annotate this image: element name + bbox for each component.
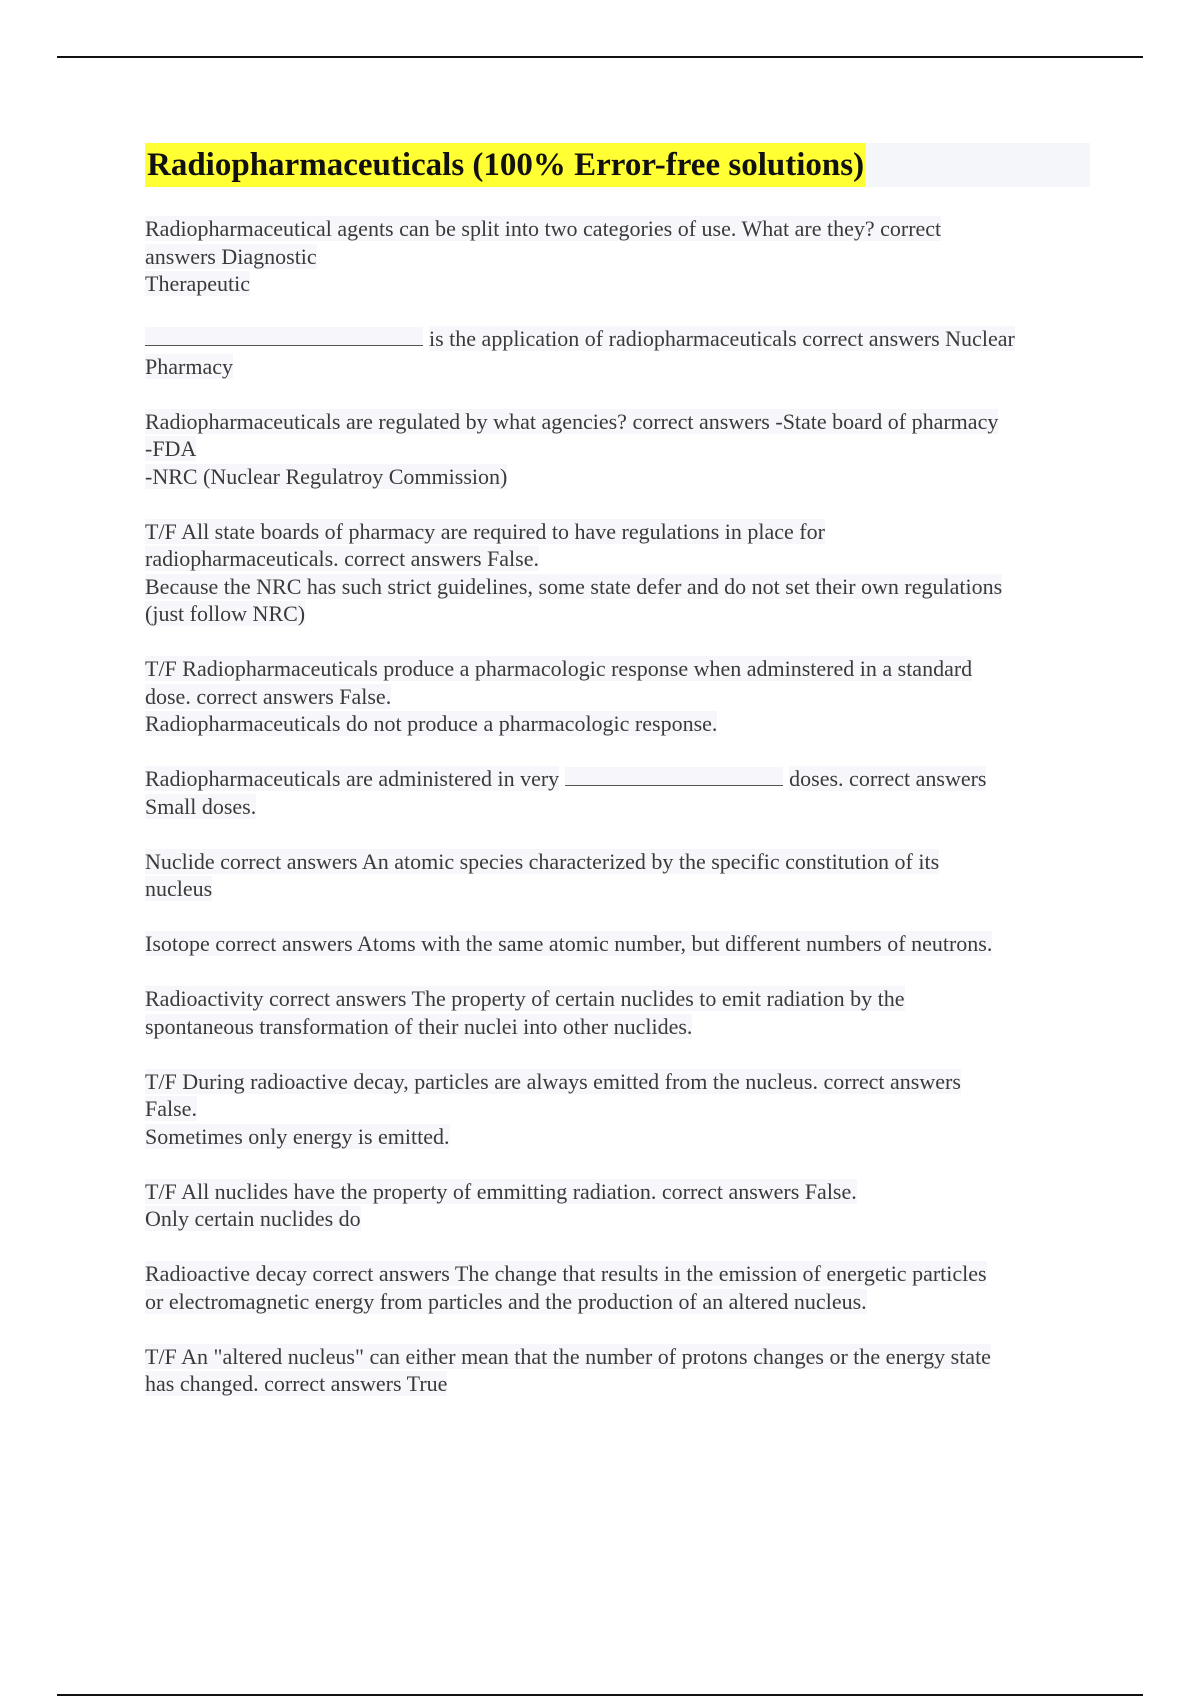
entry-text: T/F During radioactive decay, particles are always emitted from the nucleus. correct answers — [145, 1068, 961, 1094]
fill-in-blank — [565, 767, 783, 786]
entry-text: doses. correct answers — [789, 766, 987, 791]
entry-text: nucleus — [145, 876, 213, 901]
qa-entry-8 — [145, 930, 1090, 958]
entry-text: Pharmacy — [145, 353, 233, 379]
entry-text: Only certain nuclides do — [145, 1206, 361, 1231]
entry-text: Therapeutic — [145, 271, 251, 296]
entry-text: Radiopharmaceuticals do not produce a pharmacologic response. — [145, 711, 718, 736]
entry-text: -FDA — [145, 436, 197, 461]
qa-entry-1 — [145, 215, 1090, 298]
fill-in-blank — [145, 327, 423, 346]
qa-entry-7 — [145, 848, 1090, 903]
header-rule — [57, 56, 1143, 58]
qa-entry-9 — [145, 985, 1090, 1040]
entry-text: or electromagnetic energy from particles and the production of an altered nucleus. — [145, 1288, 867, 1314]
qa-entry-13 — [145, 1343, 1090, 1398]
qa-entry-4 — [145, 518, 1090, 628]
entry-text: has changed. correct answers True — [145, 1371, 448, 1396]
document-title: Radiopharmaceuticals (100% Error-free solutions) — [145, 143, 866, 187]
entry-text: Radiopharmaceutical agents can be split into two categories of use. What are they? correct — [145, 216, 942, 241]
entry-text: Radioactivity correct answers The property of certain nuclides to emit radiation by the — [145, 986, 905, 1011]
entry-text: T/F Radiopharmaceuticals produce a pharmacologic response when adminstered in a standard — [145, 656, 973, 681]
qa-entry-11 — [145, 1178, 1090, 1233]
entry-text: spontaneous transformation of their nuclei into other nuclides. — [145, 1013, 693, 1039]
entry-text: T/F All state boards of pharmacy are required to have regulations in place for — [145, 518, 825, 544]
entry-text: Radiopharmaceuticals are administered in very — [145, 766, 560, 791]
footer-rule — [57, 1694, 1143, 1696]
entry-text: Small doses. — [145, 793, 257, 819]
entry-text: False. — [145, 1096, 197, 1121]
qa-entry-5 — [145, 655, 1090, 738]
entry-text: Isotope correct answers Atoms with the same atomic number, but different numbers of neutrons. — [145, 931, 993, 956]
document-body — [145, 143, 1090, 1425]
qa-entry-2 — [145, 325, 1090, 380]
entry-text: answers Diagnostic — [145, 243, 317, 269]
entry-text: dose. correct answers False. — [145, 683, 392, 709]
qa-entry-10 — [145, 1068, 1090, 1151]
entry-text: (just follow NRC) — [145, 601, 306, 626]
qa-entry-3 — [145, 408, 1090, 491]
entry-text: Because the NRC has such strict guidelines, some state defer and do not set their own regulations — [145, 573, 1003, 599]
entry-text: Nuclide correct answers An atomic species characterized by the specific constitution of its — [145, 848, 940, 874]
entry-text: is the application of radiopharmaceuticals correct answers Nuclear — [429, 326, 1015, 351]
entry-text: T/F An "altered nucleus" can either mean that the number of protons changes or the energy state — [145, 1343, 991, 1369]
qa-entry-12 — [145, 1260, 1090, 1315]
entry-text: radiopharmaceuticals. correct answers False. — [145, 546, 539, 571]
entry-text: Radiopharmaceuticals are regulated by what agencies? correct answers -State board of pharmacy — [145, 408, 999, 434]
entry-text: -NRC (Nuclear Regulatroy Commission) — [145, 463, 508, 489]
title-bar — [145, 143, 1090, 187]
entry-text: Sometimes only energy is emitted. — [145, 1123, 450, 1149]
qa-entry-6 — [145, 765, 1090, 820]
entry-text: T/F All nuclides have the property of emmitting radiation. correct answers False. — [145, 1178, 857, 1204]
entry-text: Radioactive decay correct answers The change that results in the emission of energetic particles — [145, 1261, 987, 1286]
